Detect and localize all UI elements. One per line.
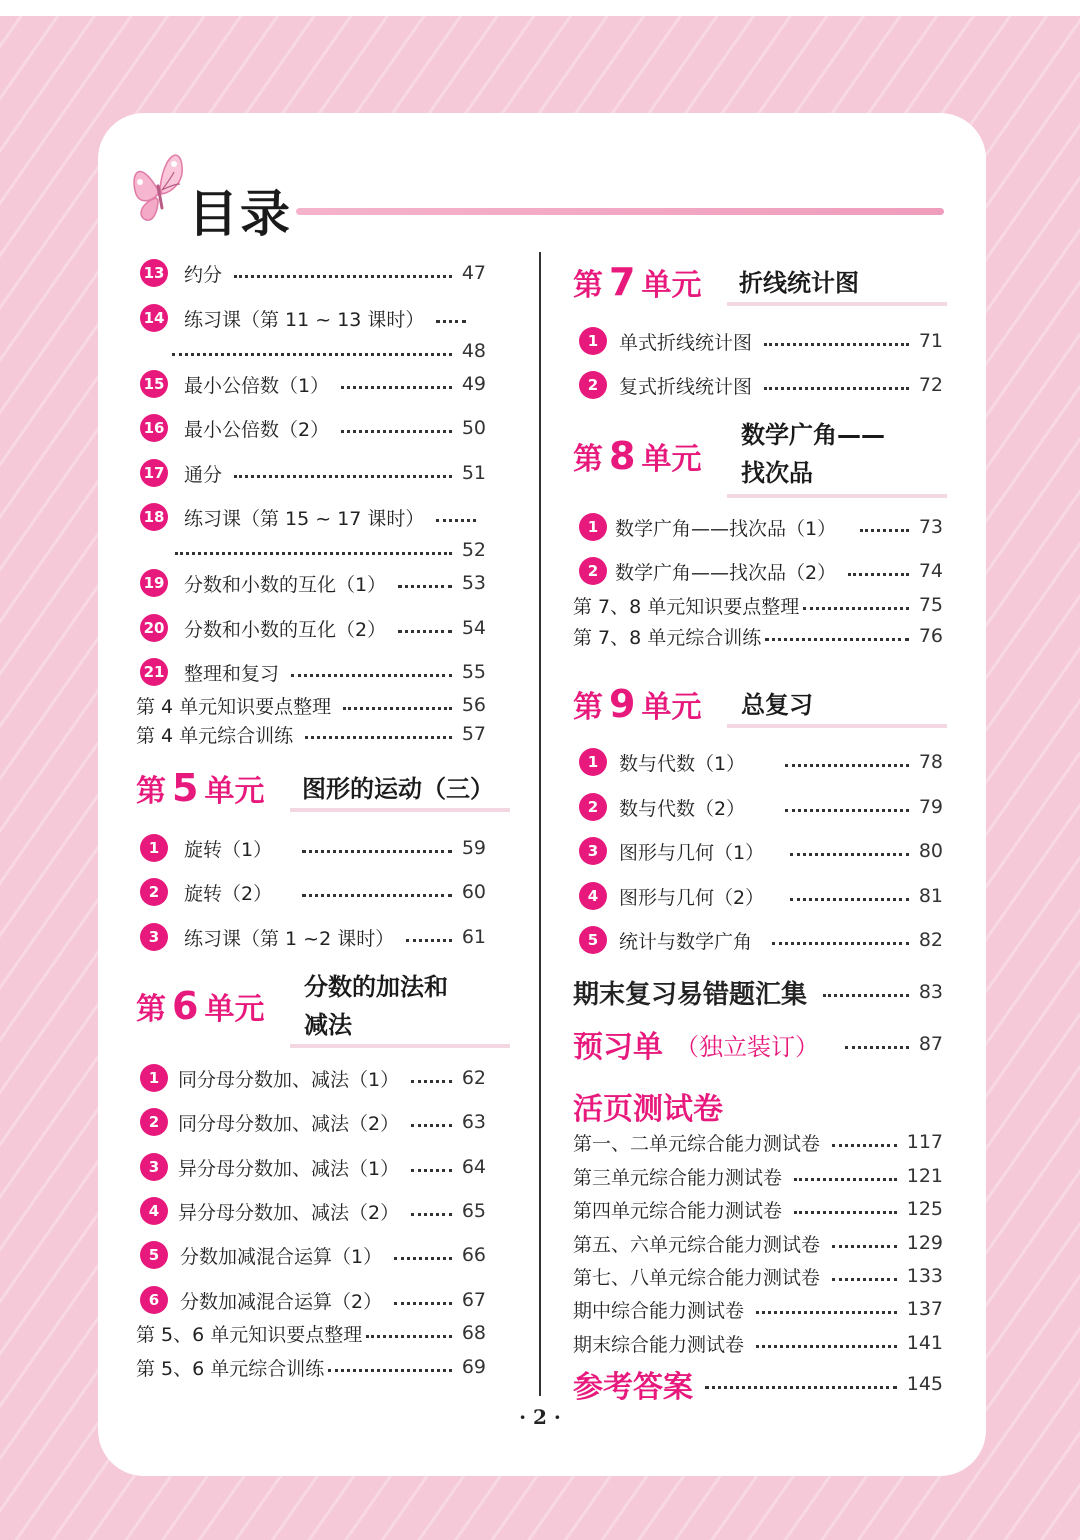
toc-entry[interactable] <box>140 1194 486 1228</box>
toc-entry[interactable] <box>140 500 486 534</box>
toc-entry[interactable] <box>140 1238 486 1272</box>
leader-dots <box>756 1345 897 1348</box>
entry-page: 72 <box>918 374 943 396</box>
leader-dots <box>302 850 452 853</box>
leader-dots <box>343 707 452 710</box>
unit-title-line-2: 找次品 <box>741 459 813 487</box>
entry-label: 第 4 单元综合训练 <box>136 724 294 747</box>
toc-entry[interactable] <box>140 301 486 335</box>
leader-dots <box>175 552 452 555</box>
toc-entry[interactable] <box>573 1292 943 1326</box>
unit-6-heading <box>136 966 526 1050</box>
leader-dots <box>436 320 466 323</box>
leader-dots <box>848 573 909 576</box>
entry-label: 单式折线统计图 <box>619 331 753 354</box>
entry-page: 63 <box>461 1111 486 1133</box>
entry-label: 第七、八单元综合能力测试卷 <box>573 1266 821 1289</box>
entry-label: 图形与几何（1） <box>619 841 765 864</box>
entry-label: 图形与几何（2） <box>619 886 765 909</box>
entry-label: 第四单元综合能力测试卷 <box>573 1199 783 1222</box>
leader-dots <box>398 630 452 633</box>
leader-dots <box>172 353 452 356</box>
entry-page: 49 <box>461 373 486 395</box>
leader-dots <box>705 1386 897 1389</box>
unit-number: 第 7 单元 <box>573 260 702 304</box>
entry-page: 68 <box>461 1322 486 1344</box>
entry-page: 51 <box>461 462 486 484</box>
unit-title: 折线统计图 <box>739 269 859 297</box>
leader-dots <box>394 1302 452 1305</box>
toc-entry[interactable] <box>140 1150 486 1184</box>
leader-dots <box>302 894 452 897</box>
entry-label: 约分 <box>184 263 223 286</box>
unit-number: 第 8 单元 <box>573 434 702 478</box>
toc-entry[interactable] <box>573 1326 943 1360</box>
entry-label: 异分母分数加、减法（1） <box>178 1157 400 1180</box>
toc-entry[interactable] <box>573 1159 943 1193</box>
entry-label: 最小公倍数（1） <box>184 374 330 397</box>
entry-page: 78 <box>918 751 943 773</box>
unit-title-underline <box>290 1044 510 1048</box>
unit-number: 第 6 单元 <box>136 984 265 1028</box>
leader-dots <box>394 1257 452 1260</box>
toc-entry[interactable] <box>579 324 943 358</box>
entry-label: 旋转（1） <box>184 838 273 861</box>
leader-dots <box>823 994 909 997</box>
entry-label: 旋转（2） <box>184 882 273 905</box>
toc-entry-preview[interactable] <box>573 1022 943 1066</box>
leader-dots <box>756 1311 897 1314</box>
unit-5-heading <box>136 758 526 818</box>
lesson-number-badge: 3 <box>140 923 168 951</box>
toc-entry[interactable] <box>136 717 486 751</box>
toc-entry[interactable] <box>579 923 943 957</box>
entry-label: 数与代数（1） <box>619 752 746 775</box>
leader-dots <box>772 942 909 945</box>
toc-entry[interactable] <box>140 875 486 909</box>
unit-title-underline <box>727 302 947 306</box>
toc-entry[interactable] <box>140 1105 486 1139</box>
unit-9-heading <box>573 674 953 734</box>
toc-entry[interactable] <box>579 368 943 402</box>
leader-dots <box>291 674 452 677</box>
toc-entry[interactable] <box>573 1192 943 1226</box>
lesson-number-badge: 2 <box>579 371 607 399</box>
unit-8-heading <box>573 416 953 500</box>
entry-page: 133 <box>906 1265 943 1287</box>
entry-label: 同分母分数加、减法（1） <box>178 1068 400 1091</box>
unit-title-underline <box>727 724 947 728</box>
entry-label: 第 4 单元知识要点整理 <box>136 695 332 718</box>
lesson-number-badge: 5 <box>140 1241 168 1269</box>
toc-entry[interactable] <box>140 456 486 490</box>
lesson-number-badge: 21 <box>140 658 168 686</box>
leader-dots <box>234 275 452 278</box>
entry-label: 第 5、6 单元综合训练 <box>136 1357 325 1380</box>
lesson-number-badge: 13 <box>140 259 168 287</box>
entry-page: 79 <box>918 796 943 818</box>
toc-entry[interactable] <box>140 367 486 401</box>
entry-label: 整理和复习 <box>184 662 280 685</box>
entry-label: 最小公倍数（2） <box>184 418 330 441</box>
entry-label: 数与代数（2） <box>619 797 746 820</box>
toc-header <box>128 140 948 243</box>
entry-label: 预习单 <box>573 1030 663 1065</box>
lesson-number-badge: 3 <box>579 837 607 865</box>
lesson-number-badge: 2 <box>579 557 607 585</box>
entry-label: 同分母分数加、减法（2） <box>178 1112 400 1135</box>
toc-entry[interactable] <box>136 1350 486 1384</box>
leader-dots <box>411 1169 452 1172</box>
unit-number: 第 5 单元 <box>136 766 265 810</box>
leader-dots <box>366 1335 452 1338</box>
entry-label: 参考答案 <box>573 1370 693 1405</box>
entry-page: 121 <box>906 1165 943 1187</box>
entry-page: 129 <box>906 1232 943 1254</box>
entry-label: 分数和小数的互化（1） <box>184 573 387 596</box>
toc-entry[interactable] <box>140 1061 486 1095</box>
entry-label: 第 7、8 单元知识要点整理 <box>573 595 800 618</box>
toc-entry[interactable] <box>579 834 943 868</box>
entry-page: 53 <box>461 572 486 594</box>
lesson-number-badge: 20 <box>140 614 168 642</box>
leader-dots <box>790 898 909 901</box>
lesson-number-badge: 14 <box>140 304 168 332</box>
unit-7-heading <box>573 252 953 312</box>
leader-dots <box>411 1080 452 1083</box>
toc-entry[interactable] <box>140 1283 486 1317</box>
lesson-number-badge: 6 <box>140 1286 168 1314</box>
unit-title-line-1: 分数的加法和 <box>304 973 448 1001</box>
leader-dots <box>341 386 452 389</box>
entry-page: 87 <box>918 1033 943 1055</box>
entry-label: 数学广角——找次品（2） <box>615 561 837 584</box>
leader-dots <box>764 343 909 346</box>
entry-page: 61 <box>461 926 486 948</box>
entry-page: 62 <box>461 1067 486 1089</box>
leader-dots <box>305 736 452 739</box>
toc-entry[interactable] <box>140 920 486 954</box>
toc-entry-continuation[interactable] <box>175 533 486 567</box>
lesson-number-badge: 1 <box>579 513 607 541</box>
entry-page: 83 <box>918 981 943 1003</box>
lesson-number-badge: 1 <box>579 748 607 776</box>
entry-label: 复式折线统计图 <box>619 375 753 398</box>
entry-label: 第 5、6 单元知识要点整理 <box>136 1323 363 1346</box>
entry-page: 137 <box>906 1298 943 1320</box>
lesson-number-badge: 1 <box>140 834 168 862</box>
toc-entry[interactable] <box>140 256 486 290</box>
entry-page: 52 <box>461 539 486 561</box>
entry-page: 73 <box>918 516 943 538</box>
leader-dots <box>398 585 452 588</box>
lesson-number-badge: 4 <box>579 882 607 910</box>
leader-dots <box>436 519 476 522</box>
leader-dots <box>794 1211 897 1214</box>
entry-page: 59 <box>461 837 486 859</box>
entry-page: 54 <box>461 617 486 639</box>
entry-label: 练习课（第 11 ~ 13 课时） <box>184 308 425 331</box>
entry-label: 异分母分数加、减法（2） <box>178 1201 400 1224</box>
page-title: 目录 <box>188 185 292 243</box>
toc-entry-continuation[interactable] <box>172 334 486 368</box>
toc-entry-errors[interactable] <box>573 970 943 1014</box>
entry-label: 第 7、8 单元综合训练 <box>573 626 762 649</box>
unit-title-underline <box>290 808 510 812</box>
entry-page: 82 <box>918 929 943 951</box>
entry-page: 60 <box>461 881 486 903</box>
entry-label: 期末复习易错题汇集 <box>573 979 808 1010</box>
leader-dots <box>341 430 452 433</box>
entry-label: 通分 <box>184 463 223 486</box>
entry-page: 75 <box>918 594 943 616</box>
toc-entry[interactable] <box>140 411 486 445</box>
toc-entry[interactable] <box>579 790 943 824</box>
entry-label: 第三单元综合能力测试卷 <box>573 1166 783 1189</box>
toc-entry[interactable] <box>579 745 943 779</box>
unit-title: 总复习 <box>741 691 813 719</box>
entry-page: 57 <box>461 723 486 745</box>
toc-entry[interactable] <box>573 588 943 622</box>
lesson-number-badge: 18 <box>140 503 168 531</box>
entry-page: 145 <box>906 1373 943 1395</box>
lesson-number-badge: 3 <box>140 1153 168 1181</box>
lesson-number-badge: 4 <box>140 1197 168 1225</box>
entry-page: 125 <box>906 1198 943 1220</box>
leader-dots <box>803 607 909 610</box>
unit-title-underline <box>727 494 947 498</box>
page-number: · 2 · <box>519 1405 561 1429</box>
entry-label: 期末综合能力测试卷 <box>573 1333 745 1356</box>
title-underline <box>296 208 944 215</box>
entry-page: 55 <box>461 661 486 683</box>
leader-dots <box>845 1046 909 1049</box>
toc-entry[interactable] <box>573 1259 943 1293</box>
toc-entry[interactable] <box>573 619 943 653</box>
leader-dots <box>764 387 909 390</box>
leader-dots <box>785 764 909 767</box>
entry-page: 69 <box>461 1356 486 1378</box>
lesson-number-badge: 2 <box>140 878 168 906</box>
entry-label: 分数加减混合运算（2） <box>180 1290 383 1313</box>
lesson-number-badge: 2 <box>579 793 607 821</box>
entry-label: 第五、六单元综合能力测试卷 <box>573 1233 821 1256</box>
toc-entry[interactable] <box>579 879 943 913</box>
leader-dots <box>765 638 909 641</box>
entry-page: 65 <box>461 1200 486 1222</box>
lesson-number-badge: 2 <box>140 1108 168 1136</box>
entry-sublabel: （独立装订） <box>675 1032 819 1061</box>
entry-page: 80 <box>918 840 943 862</box>
entry-page: 117 <box>906 1131 943 1153</box>
leader-dots <box>234 475 452 478</box>
entry-label: 数学广角——找次品（1） <box>615 517 837 540</box>
entry-label: 练习课（第 15 ~ 17 课时） <box>184 507 425 530</box>
entry-page: 67 <box>461 1289 486 1311</box>
lesson-number-badge: 15 <box>140 370 168 398</box>
top-strip <box>0 0 1080 16</box>
entry-page: 74 <box>918 560 943 582</box>
entry-page: 71 <box>918 330 943 352</box>
lesson-number-badge: 1 <box>579 327 607 355</box>
toc-entry[interactable] <box>140 611 486 645</box>
entry-label: 期中综合能力测试卷 <box>573 1299 745 1322</box>
lesson-number-badge: 5 <box>579 926 607 954</box>
entry-label: 分数加减混合运算（1） <box>180 1245 383 1268</box>
toc-entry[interactable] <box>573 1125 943 1159</box>
unit-title: 图形的运动（三） <box>302 775 494 803</box>
leader-dots <box>832 1144 897 1147</box>
lesson-number-badge: 1 <box>140 1064 168 1092</box>
lesson-number-badge: 19 <box>140 569 168 597</box>
unit-number: 第 9 单元 <box>573 682 702 726</box>
leader-dots <box>790 853 909 856</box>
butterfly-icon <box>128 146 190 226</box>
toc-entry[interactable] <box>579 510 943 544</box>
leader-dots <box>860 529 909 532</box>
entry-label: 分数和小数的互化（2） <box>184 618 387 641</box>
leader-dots <box>411 1213 452 1216</box>
unit-title-line-2: 减法 <box>304 1011 352 1039</box>
entry-label: 第一、二单元综合能力测试卷 <box>573 1132 821 1155</box>
leader-dots <box>406 939 452 942</box>
entry-page: 81 <box>918 885 943 907</box>
leader-dots <box>832 1278 897 1281</box>
toc-entry[interactable] <box>579 554 943 588</box>
leader-dots <box>411 1124 452 1127</box>
toc-entry-answers[interactable] <box>573 1362 943 1406</box>
toc-entry[interactable] <box>140 655 486 689</box>
entry-label: 练习课（第 1 ~2 课时） <box>184 927 395 950</box>
entry-page: 47 <box>461 262 486 284</box>
toc-entry[interactable] <box>573 1226 943 1260</box>
column-divider <box>539 252 541 1396</box>
entry-page: 50 <box>461 417 486 439</box>
entry-page: 66 <box>461 1244 486 1266</box>
leader-dots <box>832 1245 897 1248</box>
leader-dots <box>785 809 909 812</box>
toc-entry[interactable] <box>140 831 486 865</box>
lesson-number-badge: 17 <box>140 459 168 487</box>
entry-page: 56 <box>461 694 486 716</box>
entry-page: 48 <box>461 340 486 362</box>
unit-title-line-1: 数学广角—— <box>741 421 885 449</box>
toc-entry[interactable] <box>136 1316 486 1350</box>
entry-page: 64 <box>461 1156 486 1178</box>
entry-page: 141 <box>906 1332 943 1354</box>
leader-dots <box>794 1178 897 1181</box>
tests-heading: 活页测试卷 <box>573 1092 723 1127</box>
entry-page: 76 <box>918 625 943 647</box>
leader-dots <box>328 1369 452 1372</box>
toc-entry[interactable] <box>140 566 486 600</box>
lesson-number-badge: 16 <box>140 414 168 442</box>
entry-label: 统计与数学广角 <box>619 930 753 953</box>
